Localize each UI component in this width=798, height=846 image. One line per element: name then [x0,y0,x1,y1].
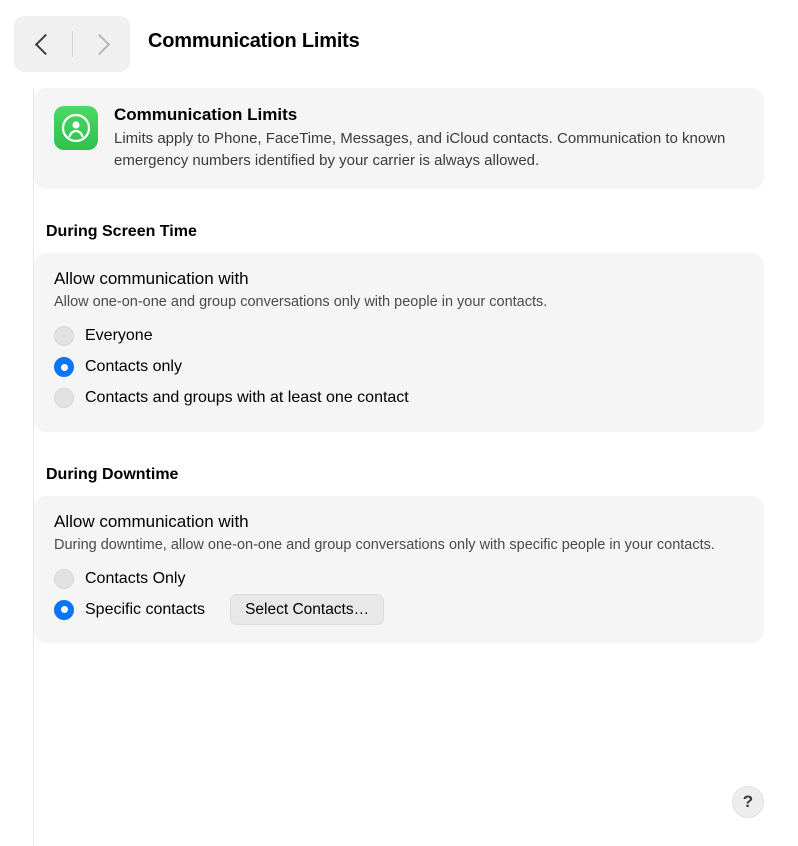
downtime-group-description: During downtime, allow one-on-one and group conversations only with specific people in your contacts. [54,536,715,553]
settings-content [0,88,798,846]
nav-divider [72,31,73,57]
radio-option-specific-contacts[interactable] [54,594,744,625]
screen-time-group [34,253,764,432]
banner-title: Communication Limits [114,105,298,124]
back-button[interactable] [14,16,72,72]
radio-option-contacts-only[interactable] [54,352,744,383]
footer [732,786,764,818]
radio-indicator[interactable] [54,569,74,589]
forward-button[interactable] [72,16,130,72]
select-contacts-button[interactable]: Select Contacts… [230,594,384,626]
radio-indicator[interactable] [54,357,74,377]
screen-time-group-title: Allow communication with [54,268,249,288]
page-title: Communication Limits [148,30,360,52]
radio-indicator[interactable] [54,388,74,408]
window-toolbar [0,0,798,88]
navigation-buttons [14,16,130,72]
banner-text [114,104,744,171]
radio-label: Contacts only [85,358,182,376]
radio-option-everyone[interactable] [54,321,744,352]
screen-time-group-description: Allow one-on-one and group conversations only with people in your contacts. [54,293,548,310]
section-heading-downtime: During Downtime [46,465,179,483]
radio-label: Contacts and groups with at least one contact [85,389,409,407]
downtime-group [34,496,764,644]
banner-description: Limits apply to Phone, FaceTime, Messages, and iCloud contacts. Communication to known emergency numbers identified by your carrier is always allowed. [114,130,726,169]
radio-label: Specific contacts [85,600,206,618]
radio-label: Contacts Only [85,569,186,587]
chevron-left-icon [34,33,55,54]
radio-label: Everyone [85,327,153,345]
communication-limits-icon [54,106,98,150]
radio-option-downtime-contacts-only[interactable] [54,563,744,594]
radio-option-contacts-and-groups[interactable] [54,383,744,414]
downtime-group-title: Allow communication with [54,511,249,531]
section-heading-screen-time: During Screen Time [46,222,197,240]
communication-limits-banner [34,88,764,189]
help-button[interactable]: ? [732,786,764,818]
radio-indicator[interactable] [54,326,74,346]
chevron-right-icon [88,33,109,54]
radio-indicator[interactable] [54,600,74,620]
